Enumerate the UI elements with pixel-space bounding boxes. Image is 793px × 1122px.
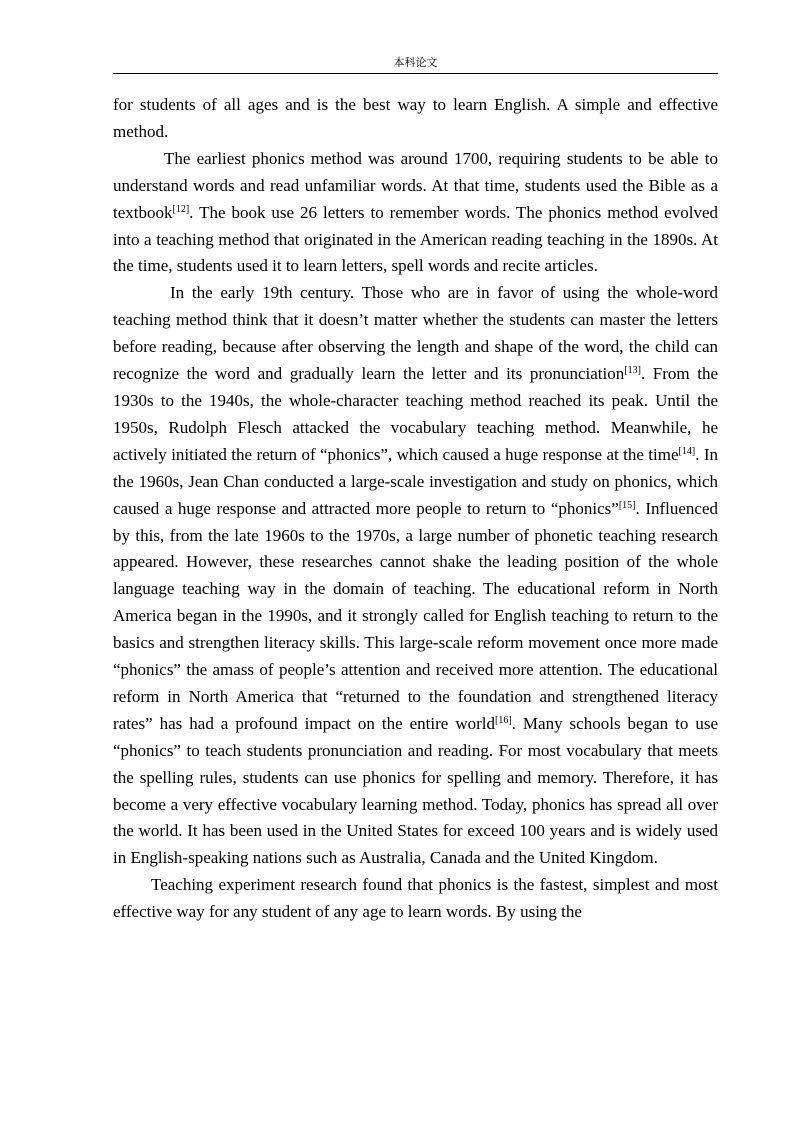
text-run: for students of all ages and is the best way to learn English. A simple and effective method. xyxy=(113,95,718,141)
paragraph xyxy=(113,146,718,281)
body-text xyxy=(113,92,718,926)
paragraph xyxy=(113,872,718,926)
text-run: . In the 1960s, Jean Chan conducted a large-scale investigation and study on phonics, which caused a huge response and attracted more people to return to “phonics” xyxy=(113,444,718,518)
page-header: 本科论文 xyxy=(393,57,438,69)
header-rule xyxy=(113,73,718,74)
text-run: . Influenced by this, from the late 1960s to the 1970s, a large number of phonetic teaching research appeared. However, these researches cannot shake the leading position of the whole language teaching way in the domain of teaching. The educational reform in North America began in the 1990s, and it strongly called for English teaching to return to the basics and strengthen literacy skills. This large-scale reform movement once more made “phonics” the amass of people’s attention and received more attention. The educational reform in North America that “returned to the foundation and strengthened literacy rates” has had a profound impact on the entire world xyxy=(113,498,718,733)
citation-ref: [15] xyxy=(618,499,636,511)
citation-ref: [14] xyxy=(678,445,696,457)
paragraph xyxy=(113,280,718,872)
text-run: In the early 19th century. Those who are in favor of using the whole-word teaching method think that it doesn’t matter whether the students can master the letters before reading, because after observing the length and shape of the word, the child can recognize the word and gradually learn the letter and its pronunciation xyxy=(113,283,718,384)
text-run: . From the 1930s to the 1940s, the whole-character teaching method reached its peak. Until the 1950s, Rudolph Flesch attacked the vocabulary teaching method. Meanwhile, he actively initiated the return of “phonics”, which caused a huge response at the time xyxy=(113,364,719,464)
citation-ref: [16] xyxy=(495,714,512,726)
citation-ref: [12] xyxy=(172,203,190,215)
text-run: . The book use 26 letters to remember words. The phonics method evolved into a teaching method that originated in the American reading teaching in the 1890s. At the time, students used it to learn letters, spell words and recite articles. xyxy=(113,202,718,276)
text-run: . Many schools began to use “phonics” to teach students pronunciation and reading. For most vocabulary that meets the spelling rules, students can use phonics for spelling and memory. Therefore, it has become a very effective vocabulary learning method. Today, phonics has spread all over the world. It has been used in the United States for exceed 100 years and is widely used in English-speaking nations such as Australia, Canada and the United Kingdom. xyxy=(113,713,718,868)
text-run: The earliest phonics method was around 1700, requiring students to be able to understand words and read unfamiliar words. At that time, students used the Bible as a textbook xyxy=(113,148,718,222)
text-run: Teaching experiment research found that phonics is the fastest, simplest and most effective way for any student of any age to learn words. By using the xyxy=(113,875,718,922)
paragraph xyxy=(113,92,718,146)
citation-ref: [13] xyxy=(624,365,641,377)
